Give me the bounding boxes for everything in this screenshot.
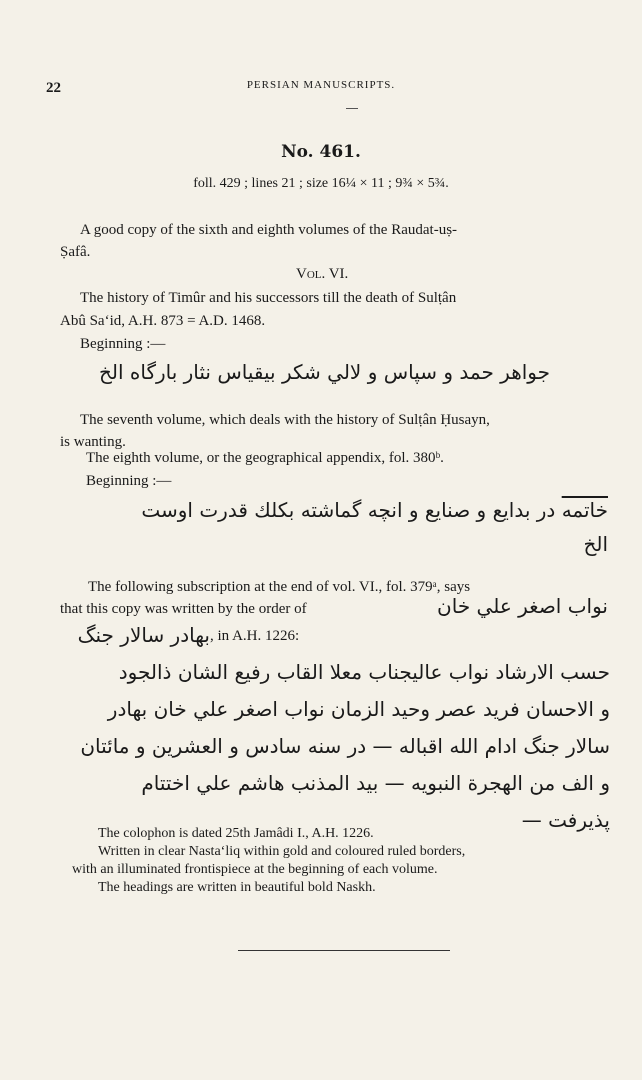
running-head: PERSIAN MANUSCRIPTS. xyxy=(246,79,396,91)
section-divider xyxy=(238,950,450,951)
subscription-line-1: The following subscription at the end of vol. VI., fol. 379ᵃ, says xyxy=(88,579,471,595)
eighth-volume-line: The eighth volume, or the geographical appendix, fol. 380ᵇ. xyxy=(86,450,444,466)
beginning-label-2: Beginning :— xyxy=(86,473,172,489)
beginning-label-1: Beginning :— xyxy=(80,336,166,352)
subscription-date: , in A.H. 1226: xyxy=(210,628,300,644)
colophon-text xyxy=(64,654,610,839)
history-line-2: Abû Sa‘id, A.H. 873 = A.D. 1468. xyxy=(60,313,266,329)
entry-number: No. 461. xyxy=(281,142,361,162)
colophon-line: سالار جنگ ادام الله اقباله — در سنه سادس و العشرين و مائتان xyxy=(80,734,610,758)
headings-note: The headings are written in beautiful bold Naskh. xyxy=(98,880,376,895)
colophon-line: و الف من الهجرة النبويه — بيد المذنب هاشم علي اختتام xyxy=(141,771,610,795)
header-ornament xyxy=(346,108,358,109)
arabic-incipit-2-text: در بدايع و صنايع و انچه گماشته بكلك قدرت اوست xyxy=(141,498,556,522)
intro-line-2: Ṣafâ. xyxy=(60,244,91,260)
colophon-date: The colophon is dated 25th Jamâdi I., A.H. 1226. xyxy=(98,826,374,841)
khatima-word: خاتمه xyxy=(561,498,608,522)
arabic-incipit-2-end: الخ xyxy=(583,532,608,556)
history-line-1: The history of Timûr and his successors till the death of Sulṭân xyxy=(80,290,457,306)
colophon-line: و الاحسان فريد عصر وحيد الزمان نواب اصغر علي خان بهادر xyxy=(107,697,610,721)
colophon-line: حسب الارشاد نواب عاليجناب معلا القاب رفيع الشان ذالجود xyxy=(118,660,610,684)
subscription-patron-name: نواب اصغر علي خان xyxy=(437,594,608,618)
entry-details: foll. 429 ; lines 21 ; size 16¼ × 11 ; 9¾ × 5¾. xyxy=(193,176,449,191)
seventh-volume-line-2: is wanting. xyxy=(60,434,126,450)
description-line-2: with an illuminated frontispiece at the beginning of each volume. xyxy=(72,862,438,877)
description-line-1: Written in clear Nasta‘liq within gold and coloured ruled borders, xyxy=(98,844,466,859)
seventh-volume-line-1: The seventh volume, which deals with the history of Sulṭân Ḥusayn, xyxy=(80,412,490,428)
subscription-line-2: that this copy was written by the order of xyxy=(60,601,307,617)
arabic-incipit-1: جواهر حمد و سپاس و لالي شكر بيقياس نثار بارگاه الخ xyxy=(98,360,550,384)
intro-line-1: A good copy of the sixth and eighth volumes of the Raudat-uṣ- xyxy=(80,222,458,238)
arabic-incipit-2 xyxy=(60,498,608,522)
subscription-title: بهادر سالار جنگ xyxy=(77,623,210,647)
colophon-line: پذيرفت — xyxy=(521,808,610,832)
page-number: 22 xyxy=(46,80,61,96)
volume-heading: Vol. VI. xyxy=(296,266,349,282)
